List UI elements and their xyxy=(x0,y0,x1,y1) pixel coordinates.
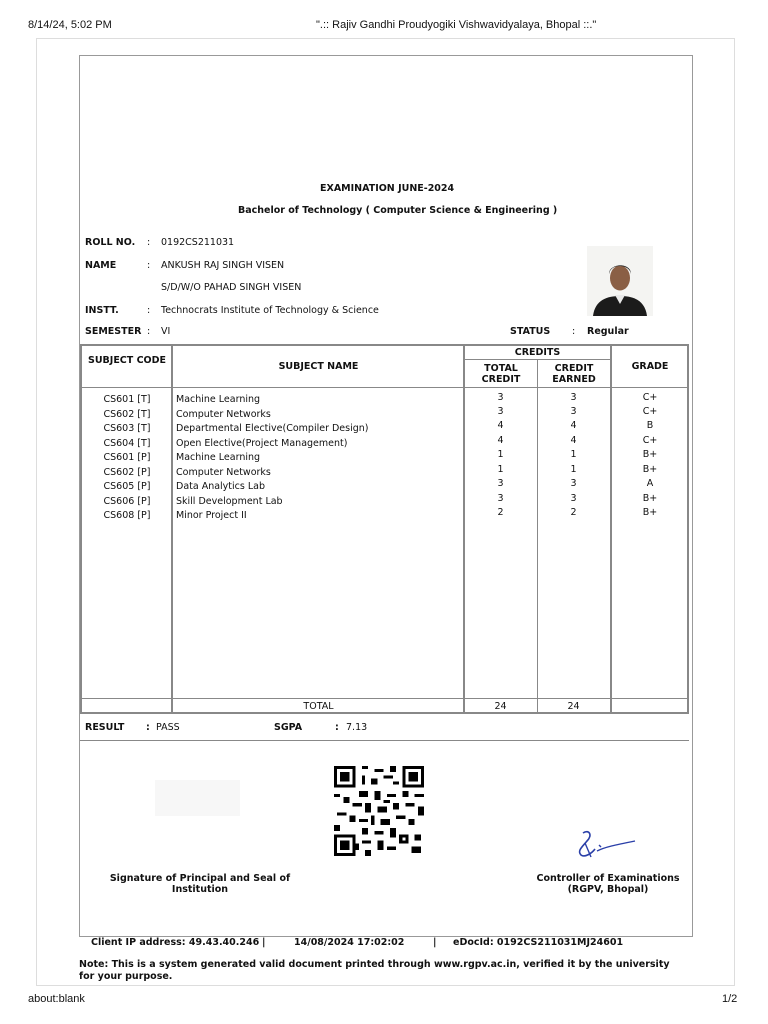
cell-grade: C+ xyxy=(642,392,658,403)
total-credit: 24 xyxy=(494,701,507,712)
cell-name: Skill Development Lab xyxy=(176,496,283,507)
cell-code: CS605 [P] xyxy=(103,481,151,492)
cell-total: 4 xyxy=(497,435,504,446)
cell-earned: 1 xyxy=(570,449,577,460)
cell-earned: 3 xyxy=(570,493,577,504)
result-sep: : xyxy=(146,722,150,733)
result-divider xyxy=(80,740,689,741)
institute-sep: : xyxy=(147,305,151,316)
cell-earned: 3 xyxy=(570,406,577,417)
cell-grade: C+ xyxy=(642,406,658,417)
cell-name: Open Elective(Project Management) xyxy=(176,438,348,449)
cell-name: Departmental Elective(Compiler Design) xyxy=(176,423,369,434)
print-timestamp: 14/08/2024 17:02:02 xyxy=(294,937,405,948)
semester-sep: : xyxy=(147,326,151,337)
qr-code-icon xyxy=(334,766,424,856)
footer-sep-2: | xyxy=(433,937,437,948)
cell-code: CS601 [T] xyxy=(103,394,151,405)
cell-earned: 4 xyxy=(570,420,577,431)
print-page-number: 1/2 xyxy=(722,993,738,1005)
relation-name: S/D/W/O PAHAD SINGH VISEN xyxy=(161,282,302,293)
cell-name: Computer Networks xyxy=(176,409,271,420)
institute-name: Technocrats Institute of Technology & Science xyxy=(161,305,379,316)
cell-earned: 2 xyxy=(570,507,577,518)
cell-grade: A xyxy=(646,478,654,489)
cell-code: CS606 [P] xyxy=(103,496,151,507)
cell-grade: C+ xyxy=(642,435,658,446)
header-subject-code: SUBJECT CODE xyxy=(87,355,166,366)
semester-value: VI xyxy=(161,326,171,337)
cell-earned: 3 xyxy=(570,392,577,403)
print-url: about:blank xyxy=(28,993,85,1005)
cell-total: 1 xyxy=(497,464,504,475)
cell-total: 2 xyxy=(497,507,504,518)
cell-grade: B+ xyxy=(642,507,658,518)
header-subject-name: SUBJECT NAME xyxy=(278,361,359,372)
cell-name: Computer Networks xyxy=(176,467,271,478)
student-photo-icon xyxy=(587,246,653,316)
cell-code: CS601 [P] xyxy=(103,452,151,463)
cell-grade: B+ xyxy=(642,464,658,475)
roll-sep: : xyxy=(147,237,151,248)
roll-number: 0192CS211031 xyxy=(161,237,235,248)
footer-sep-1: | xyxy=(262,937,266,948)
cell-code: CS604 [T] xyxy=(103,438,151,449)
total-label: TOTAL xyxy=(303,701,334,712)
cell-total: 4 xyxy=(497,420,504,431)
semester-label: SEMESTER xyxy=(85,326,142,337)
cell-code: CS608 [P] xyxy=(103,510,151,521)
cell-name: Machine Learning xyxy=(176,394,261,405)
sgpa-value: 7.13 xyxy=(346,722,368,733)
cell-earned: 1 xyxy=(570,464,577,475)
controller-org: (RGPV, Bhopal) xyxy=(567,884,649,895)
cell-earned: 3 xyxy=(570,478,577,489)
total-earned: 24 xyxy=(567,701,580,712)
cell-total: 3 xyxy=(497,392,504,403)
client-ip: Client IP address: 49.43.40.246 xyxy=(91,937,260,948)
cell-grade: B+ xyxy=(642,493,658,504)
institute-label: INSTT. xyxy=(85,305,119,316)
sgpa-label: SGPA xyxy=(274,722,303,733)
principal-signature-caption: Signature of Principal and Seal of Institution xyxy=(109,873,291,895)
print-page-title: ".:: Rajiv Gandhi Proudyogiki Vishwavidyalaya, Bhopal ::." xyxy=(316,19,597,31)
cell-grade: B xyxy=(646,420,654,431)
exam-title: EXAMINATION JUNE-2024 xyxy=(320,183,455,194)
print-datetime: 8/14/24, 5:02 PM xyxy=(28,19,112,31)
cell-total: 3 xyxy=(497,406,504,417)
status-sep: : xyxy=(572,326,576,337)
cell-earned: 4 xyxy=(570,435,577,446)
cell-code: CS602 [T] xyxy=(103,409,151,420)
name-label: NAME xyxy=(85,260,117,271)
name-sep: : xyxy=(147,260,151,271)
cell-name: Minor Project II xyxy=(176,510,247,521)
cell-code: CS602 [P] xyxy=(103,467,151,478)
cell-total: 1 xyxy=(497,449,504,460)
program-title: Bachelor of Technology ( Computer Science & Engineering ) xyxy=(238,205,558,216)
result-value: PASS xyxy=(156,722,180,733)
cell-total: 3 xyxy=(497,493,504,504)
sgpa-sep: : xyxy=(335,722,339,733)
roll-label: ROLL NO. xyxy=(85,237,136,248)
status-value: Regular xyxy=(587,326,629,337)
cell-name: Machine Learning xyxy=(176,452,261,463)
header-credits: CREDITS xyxy=(514,347,561,358)
result-label: RESULT xyxy=(85,722,125,733)
controller-caption: Controller of Examinations xyxy=(536,873,680,884)
student-name: ANKUSH RAJ SINGH VISEN xyxy=(161,260,285,271)
system-note: Note: This is a system generated valid document printed through www.rgpv.ac.in, verified it by the university for your purpose. xyxy=(79,959,670,982)
seal-placeholder xyxy=(155,780,240,816)
controller-signature-icon xyxy=(565,827,640,867)
edoc-id: eDocId: 0192CS211031MJ24601 xyxy=(453,937,624,948)
cell-total: 3 xyxy=(497,478,504,489)
cell-code: CS603 [T] xyxy=(103,423,151,434)
header-credit-earned: CREDIT EARNED xyxy=(552,363,596,385)
header-grade: GRADE xyxy=(631,361,669,372)
header-total-credit: TOTAL CREDIT xyxy=(481,363,521,385)
cell-name: Data Analytics Lab xyxy=(176,481,266,492)
status-label: STATUS xyxy=(510,326,551,337)
cell-grade: B+ xyxy=(642,449,658,460)
